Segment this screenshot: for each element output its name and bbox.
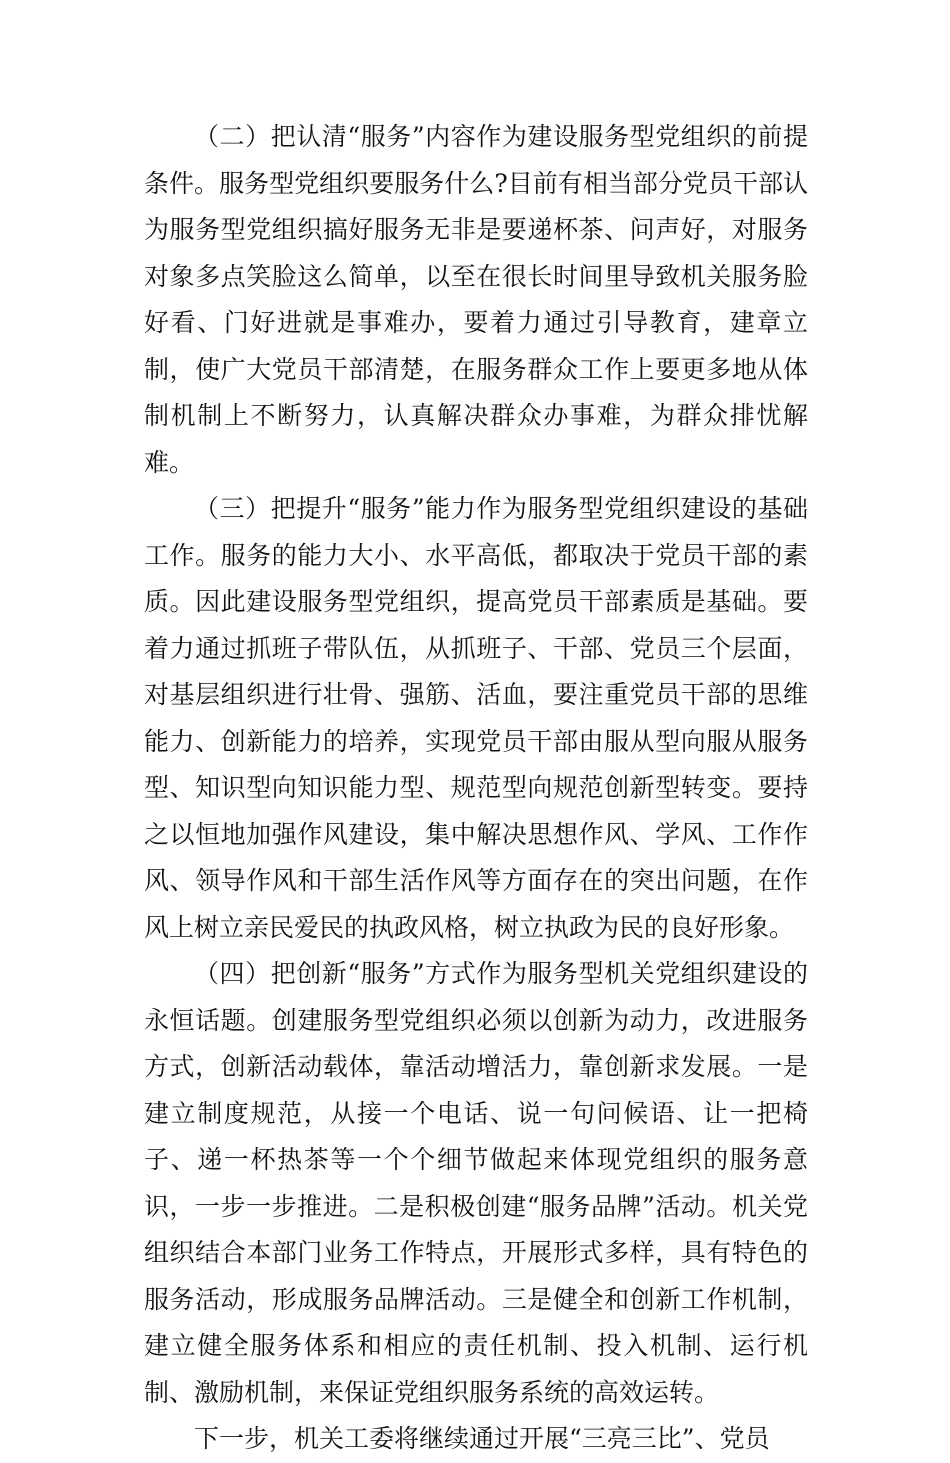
paragraph-service-capability: （三）把提升“服务”能力作为服务型党组织建设的基础工作。服务的能力大小、水平高低，都取决于党员干部的素质。因此建设服务型党组织，提高党员干部素质是基础。要着力通过抓班子带队伍，从抓班子、干部、党员三个层面，对基层组织进行壮骨、强筋、活血，要注重党员干部的思维能力、创新能力的培养，实现党员干部由服从型向服从服务型、知识型向知识能力型、规范型向规范创新型转变。要持之以恒地加强作风建设，集中解决思想作风、学风、工作作风、领导作风和干部生活作风等方面存在的突出问题，在作风上树立亲民爱民的执政风格，树立执政为民的良好形象。: [144, 494, 808, 942]
paragraph-next-step: 下一步，机关工委将继续通过开展“三亮三比”、党员: [194, 1424, 770, 1453]
document-body: [144, 114, 808, 1463]
paragraph-service-content: （二）把认清“服务”内容作为建设服务型党组织的前提条件。服务型党组织要服务什么?目前有相当部分党员干部认为服务型党组织搞好服务无非是要递杯茶、问声好，对服务对象多点笑脸这么简单，以至在很长时间里导致机关服务脸好看、门好进就是事难办，要着力通过引导教育，建章立制，使广大党员干部清楚，在服务群众工作上要更多地从体制机制上不断努力，认真解决群众办事难，为群众排忧解难。: [144, 122, 808, 477]
paragraph-service-innovation: （四）把创新“服务”方式作为服务型机关党组织建设的永恒话题。创建服务型党组织必须以创新为动力，改进服务方式，创新活动载体，靠活动增活力，靠创新求发展。一是建立制度规范，从接一个电话、说一句问候语、让一把椅子、递一杯热茶等一个个细节做起来体现党组织的服务意识，一步一步推进。二是积极创建“服务品牌”活动。机关党组织结合本部门业务工作特点，开展形式多样，具有特色的服务活动，形成服务品牌活动。三是健全和创新工作机制，建立健全服务体系和相应的责任机制、投入机制、运行机制、激励机制，来保证党组织服务系统的高效运转。: [144, 959, 808, 1407]
